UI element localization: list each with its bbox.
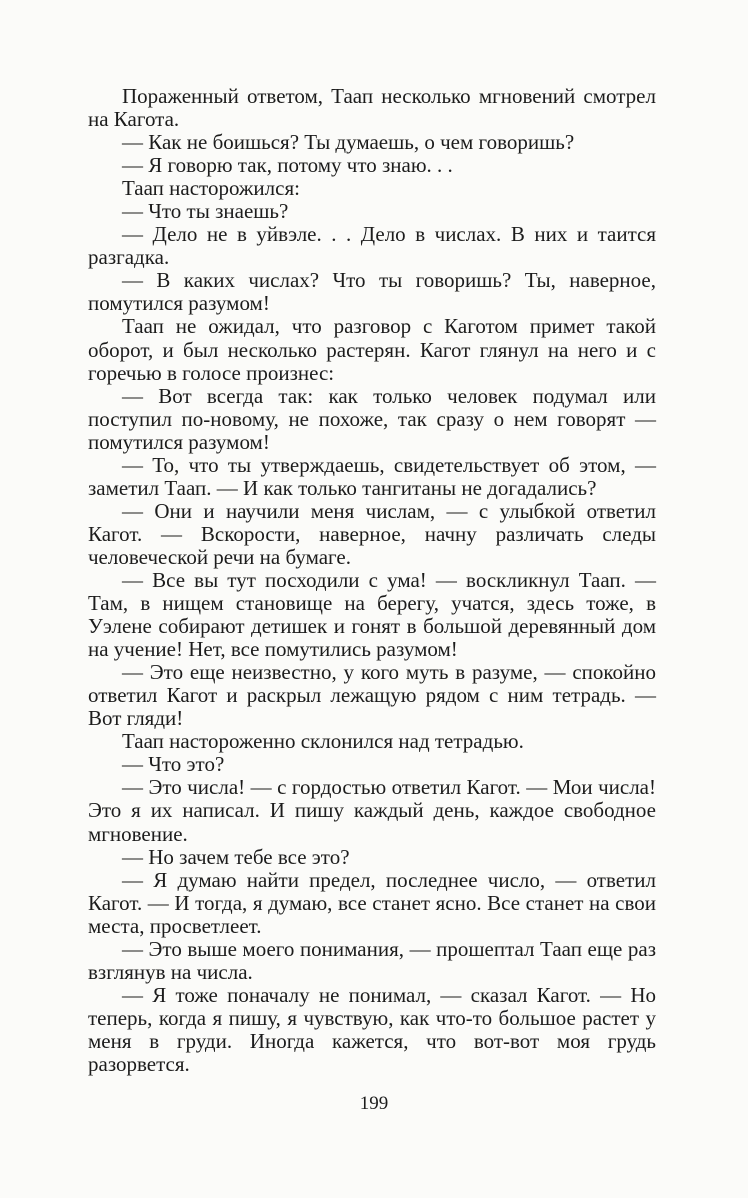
paragraph: — Я тоже поначалу не понимал, — сказал Кагот. — Но теперь, когда я пишу, я чувствую, как что-то большое растет у меня в груди. Иногда кажется, что вот-вот моя грудь разорвется.: [88, 982, 656, 1076]
paragraph: — Это числа! — с гордостью ответил Кагот. — Мои числа! Это я их написал. И пишу каждый день, каждое свободное мгновение.: [88, 775, 656, 846]
paragraph: — Они и научили меня числам, — с улыбкой ответил Кагот. — Вскорости, наверное, начну различать следы человеческой речи на бумаге.: [88, 498, 656, 569]
paragraph: — Все вы тут посходили с ума! — воскликнул Таап. — Там, в нищем становище на берегу, учатся, здесь тоже, в Уэлене собирают детишек и гонят в большой деревянный дом на учение! Нет, все помутились разумом!: [88, 567, 656, 662]
paragraph: — Дело не в уйвэле. . . Дело в числах. В них и таится разгадка.: [88, 222, 656, 270]
paragraph: — Я думаю найти предел, последнее число, — ответил Кагот. — И тогда, я думаю, все станет ясно. Все станет на свои места, просветлеет.: [88, 867, 656, 938]
paragraph: — Как не боишься? Ты думаешь, о чем говоришь?: [122, 130, 575, 155]
paragraph: — Вот всегда так: как только человек подумал или поступил по-новому, не похоже, так сразу о нем говорят — помутился разумом!: [88, 383, 656, 454]
paragraph: Пораженный ответом, Таап несколько мгновений смотрел на Кагота.: [88, 84, 656, 132]
paragraph: Таап насторожился:: [122, 176, 300, 201]
paragraph: — Это еще неизвестно, у кого муть в разуме, — спокойно ответил Кагот и раскрыл лежащую рядом с ним тетрадь. — Вот гляди!: [88, 660, 656, 731]
paragraph: — Это выше моего понимания, — прошептал Таап еще раз взглянув на числа.: [88, 936, 656, 984]
paragraph: — То, что ты утверждаешь, свидетельствует об этом, — заметил Таап. — И как только тангитаны не догадались?: [88, 452, 656, 500]
paragraph: — Что ты знаешь?: [122, 199, 289, 224]
page-number: 199: [359, 1093, 389, 1114]
paragraph: — Но зачем тебе все это?: [122, 844, 350, 869]
paragraph: — Что это?: [122, 752, 225, 777]
paragraph: — В каких числах? Что ты говоришь? Ты, наверное, помутился разумом!: [88, 268, 656, 316]
text-block: [88, 85, 656, 1076]
paragraph: — Я говорю так, потому что знаю. . .: [122, 153, 453, 178]
paragraph: Таап не ожидал, что разговор с Каготом примет такой оборот, и был несколько растерян. Кагот глянул на него и с горечью в голосе произнес:: [88, 314, 656, 385]
paragraph: Таап настороженно склонился над тетрадью.: [122, 729, 524, 754]
